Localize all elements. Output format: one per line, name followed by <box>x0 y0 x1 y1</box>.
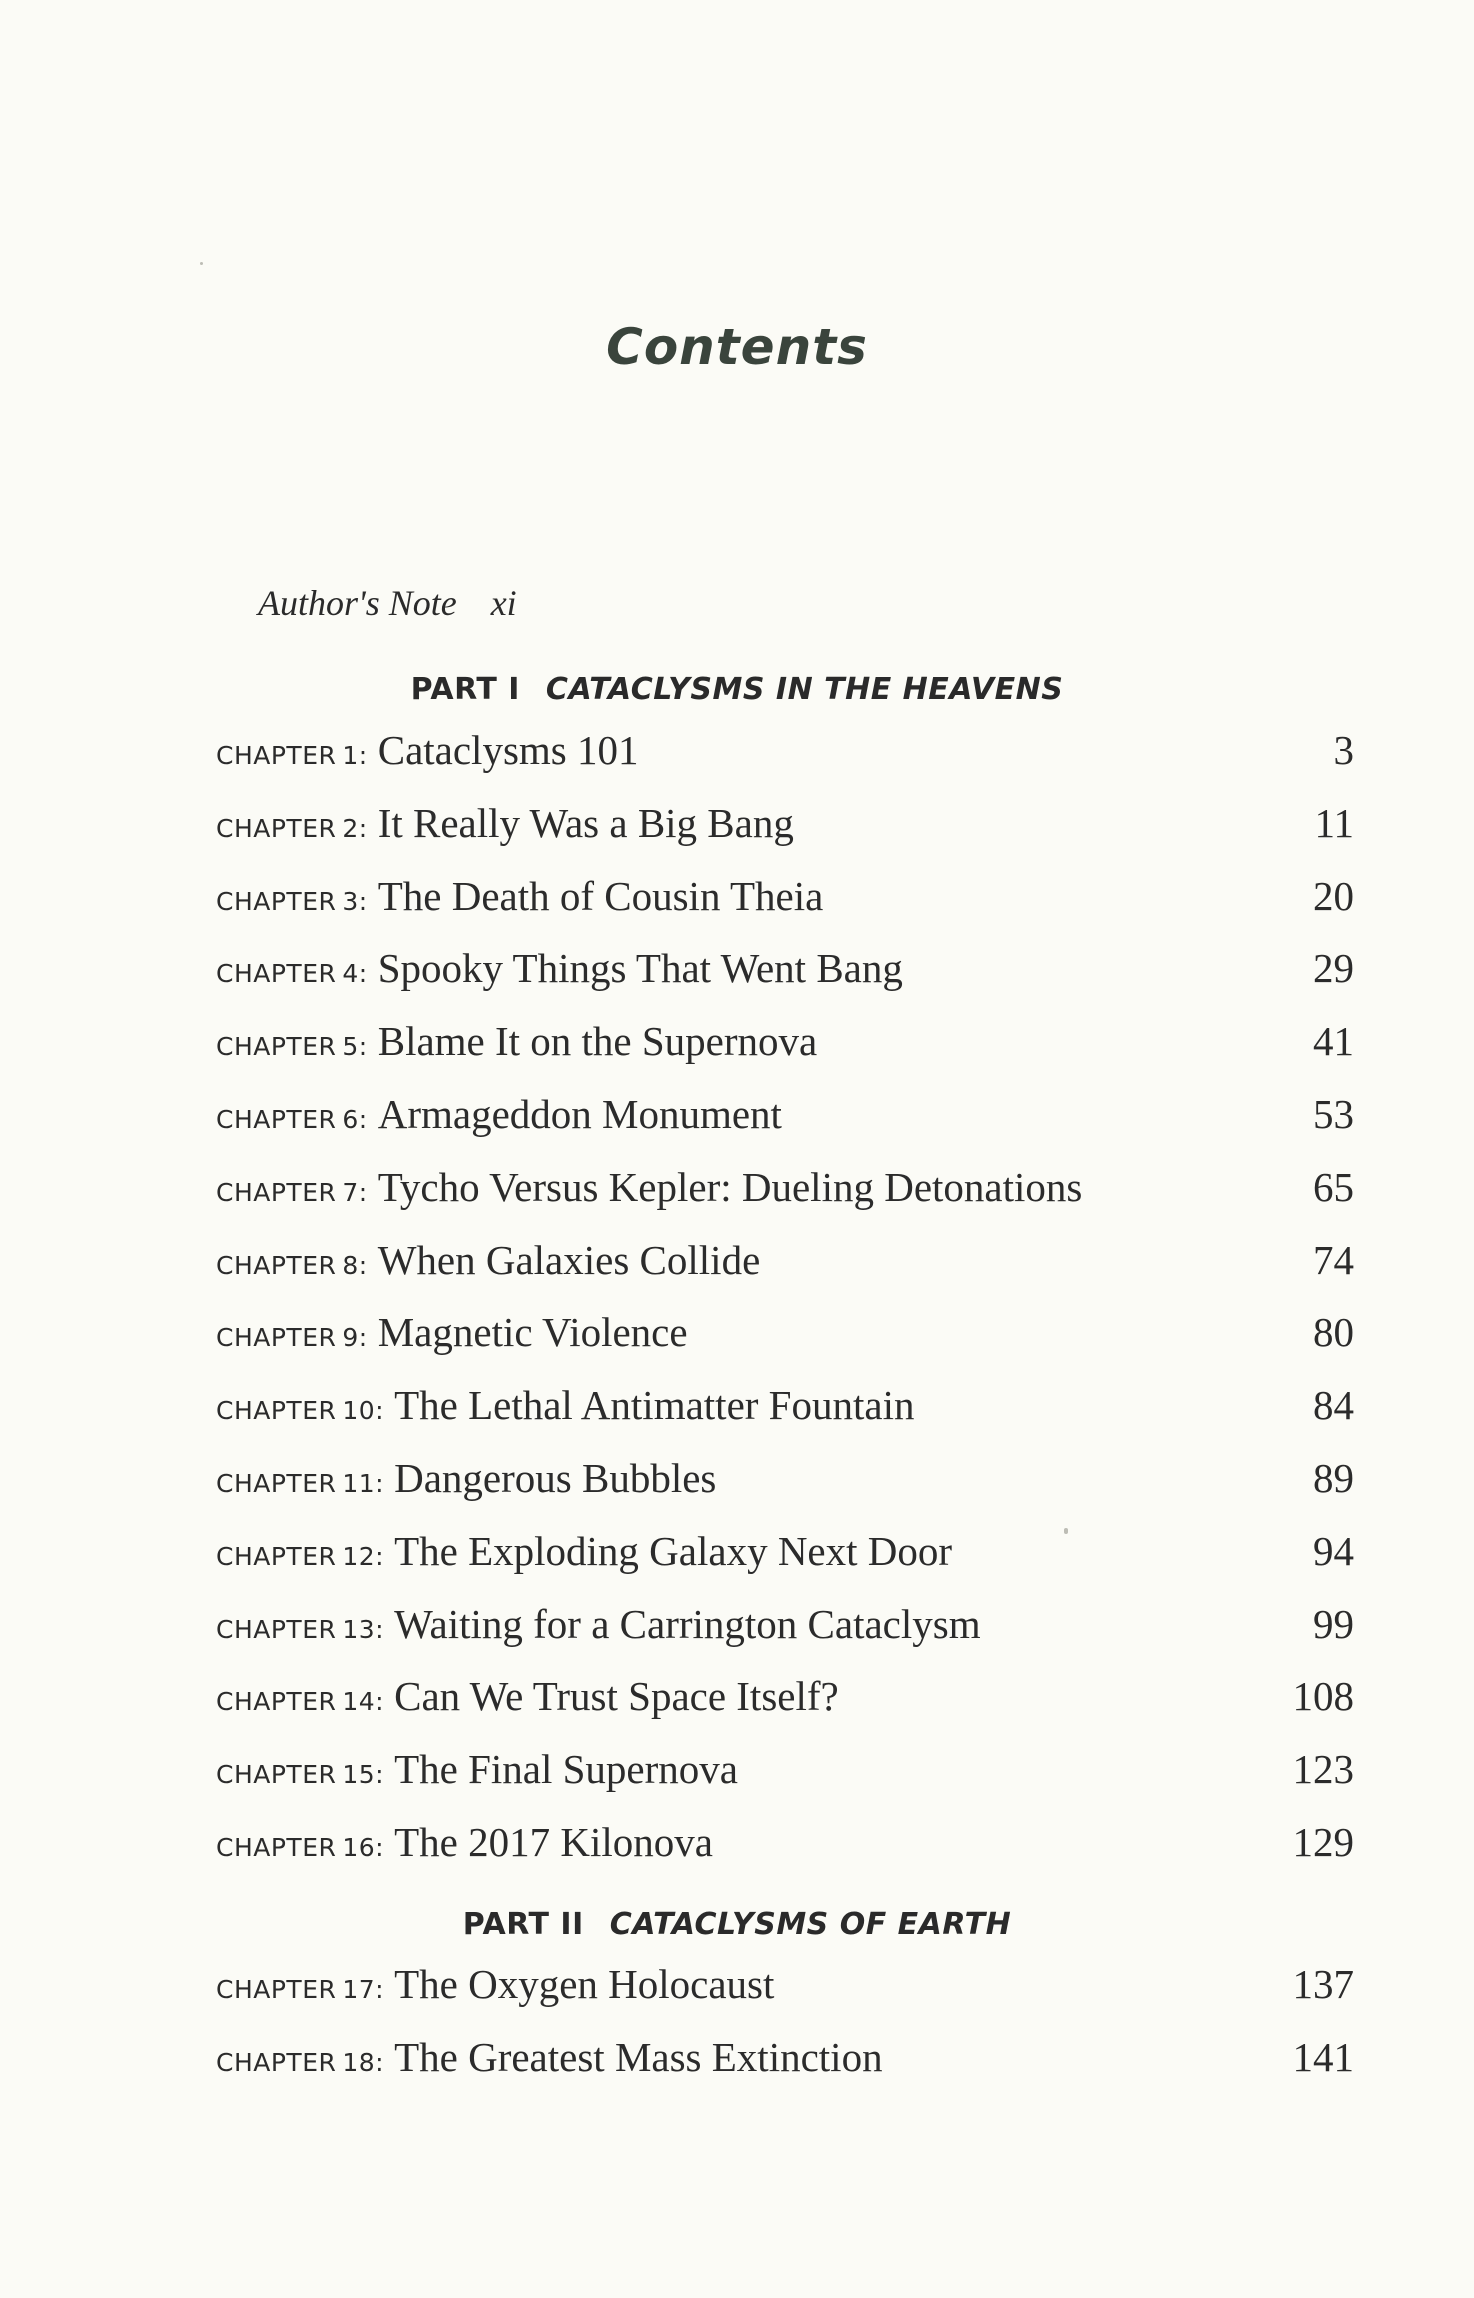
chapter-prefix: CHAPTER <box>216 1975 337 2004</box>
chapter-prefix: CHAPTER <box>216 1250 337 1280</box>
chapter-prefix: CHAPTER <box>216 1323 337 1353</box>
chapter-number <box>216 887 368 916</box>
chapter-title: The Final Supernova <box>394 1746 738 1793</box>
chapter-prefix: CHAPTER <box>216 2047 337 2077</box>
toc-entry <box>216 1381 1354 1454</box>
toc-entry <box>216 1672 1354 1745</box>
chapter-num: 8: <box>342 1250 368 1280</box>
chapter-title: Armageddon Monument <box>377 1090 782 1137</box>
chapter-page-number: 89 <box>1313 1454 1354 1501</box>
chapter-title: Blame It on the Supernova <box>377 1018 818 1065</box>
chapter-num: 17: <box>342 1975 385 2004</box>
chapter-num: 14: <box>342 1687 385 1717</box>
chapter-number <box>216 741 368 770</box>
chapter-page-number: 108 <box>1292 1673 1354 1720</box>
chapter-title: When Galaxies Collide <box>377 1236 761 1283</box>
part-label: PART II <box>462 1907 584 1942</box>
author-note-label: Author's Note <box>258 583 457 623</box>
author-note-entry <box>258 582 517 624</box>
toc-entry <box>216 1236 1354 1309</box>
chapter-prefix: CHAPTER <box>216 1032 337 1062</box>
toc-list-part-1 <box>216 726 1354 1891</box>
chapter-num: 6: <box>342 1104 368 1134</box>
chapter-number <box>216 1615 384 1644</box>
part-title: CATACLYSMS IN THE HEAVENS <box>545 672 1064 707</box>
chapter-prefix: CHAPTER <box>216 1614 337 1644</box>
chapter-number <box>216 959 368 988</box>
chapter-num: 15: <box>342 1760 385 1790</box>
chapter-page-number: 20 <box>1313 872 1354 919</box>
toc-entry <box>216 872 1354 945</box>
chapter-prefix: CHAPTER <box>216 813 337 843</box>
chapter-num: 9: <box>342 1323 368 1353</box>
chapter-number <box>216 2048 384 2077</box>
chapter-prefix: CHAPTER <box>216 741 337 770</box>
chapter-number <box>216 1105 368 1134</box>
chapter-title: The Oxygen Holocaust <box>394 1961 775 2007</box>
toc-entry <box>216 1090 1354 1163</box>
chapter-page-number: 137 <box>1292 1961 1354 2007</box>
chapter-number <box>216 1469 384 1498</box>
chapter-title: Magnetic Violence <box>377 1309 688 1356</box>
chapter-number <box>216 1032 368 1061</box>
chapter-page-number: 53 <box>1313 1090 1354 1137</box>
chapter-num: 5: <box>342 1032 368 1062</box>
part-title: CATACLYSMS OF EARTH <box>609 1907 1012 1942</box>
toc-entry <box>216 1818 1354 1891</box>
chapter-num: 4: <box>342 959 368 989</box>
chapter-num: 1: <box>342 741 368 770</box>
chapter-page-number: 84 <box>1313 1382 1354 1429</box>
toc-entry <box>216 1163 1354 1236</box>
chapter-number <box>216 1687 384 1716</box>
chapter-title: The Death of Cousin Theia <box>377 872 824 919</box>
chapter-page-number: 99 <box>1313 1600 1354 1647</box>
chapter-title: The Exploding Galaxy Next Door <box>394 1527 953 1574</box>
part-heading <box>0 672 1474 707</box>
chapter-num: 10: <box>342 1396 385 1426</box>
chapter-title: The Greatest Mass Extinction <box>394 2033 883 2080</box>
toc-entry <box>216 1600 1354 1673</box>
chapter-page-number: 123 <box>1292 1746 1354 1793</box>
chapter-title: Cataclysms 101 <box>377 727 639 773</box>
chapter-page-number: 141 <box>1292 2033 1354 2080</box>
chapter-num: 13: <box>342 1614 385 1644</box>
toc-entry <box>216 1454 1354 1527</box>
toc-entry <box>216 726 1354 799</box>
chapter-prefix: CHAPTER <box>216 1468 337 1498</box>
chapter-title: Dangerous Bubbles <box>394 1454 717 1501</box>
chapter-prefix: CHAPTER <box>216 1760 337 1790</box>
chapter-title: It Really Was a Big Bang <box>377 799 794 846</box>
chapter-number <box>216 1396 384 1425</box>
paper-speck <box>1064 1528 1068 1534</box>
chapter-prefix: CHAPTER <box>216 1177 337 1207</box>
toc-entry <box>216 1308 1354 1381</box>
chapter-prefix: CHAPTER <box>216 1541 337 1571</box>
part-label: PART I <box>410 672 520 707</box>
chapter-num: 2: <box>342 813 368 843</box>
toc-entry <box>216 1017 1354 1090</box>
chapter-number <box>216 1975 384 2004</box>
chapter-num: 7: <box>342 1177 368 1207</box>
chapter-num: 3: <box>342 886 368 916</box>
chapter-page-number: 94 <box>1313 1527 1354 1574</box>
chapter-title: Waiting for a Carrington Cataclysm <box>394 1600 981 1647</box>
chapter-number <box>216 1760 384 1789</box>
chapter-page-number: 3 <box>1333 727 1354 773</box>
chapter-page-number: 41 <box>1313 1018 1354 1065</box>
chapter-number <box>216 1323 368 1352</box>
chapter-num: 16: <box>342 1832 385 1862</box>
toc-entry <box>216 944 1354 1017</box>
chapter-prefix: CHAPTER <box>216 1396 337 1426</box>
chapter-title: The Lethal Antimatter Fountain <box>394 1382 915 1429</box>
part-heading <box>0 1907 1474 1942</box>
page-title: Contents <box>606 318 868 376</box>
chapter-title: The 2017 Kilonova <box>394 1818 713 1865</box>
chapter-page-number: 80 <box>1313 1309 1354 1356</box>
toc-entry <box>216 1745 1354 1818</box>
chapter-prefix: CHAPTER <box>216 959 337 989</box>
chapter-number <box>216 1833 384 1862</box>
chapter-page-number: 29 <box>1313 945 1354 992</box>
chapter-prefix: CHAPTER <box>216 886 337 916</box>
chapter-title: Can We Trust Space Itself? <box>394 1673 839 1720</box>
author-note-page: xi <box>490 583 517 623</box>
chapter-number <box>216 1251 368 1280</box>
chapter-prefix: CHAPTER <box>216 1104 337 1134</box>
chapter-number <box>216 1178 368 1207</box>
chapter-title: Tycho Versus Kepler: Dueling Detonations <box>377 1163 1083 1210</box>
chapter-page-number: 65 <box>1313 1163 1354 1210</box>
chapter-page-number: 129 <box>1292 1818 1354 1865</box>
toc-list-part-2 <box>216 1960 1354 2106</box>
toc-entry <box>216 799 1354 872</box>
chapter-number <box>216 1542 384 1571</box>
chapter-title: Spooky Things That Went Bang <box>377 945 903 992</box>
toc-entry <box>216 2033 1354 2106</box>
chapter-num: 11: <box>342 1468 385 1498</box>
chapter-prefix: CHAPTER <box>216 1687 337 1717</box>
toc-entry <box>216 1527 1354 1600</box>
chapter-num: 18: <box>342 2047 385 2077</box>
toc-entry <box>216 1960 1354 2033</box>
chapter-page-number: 74 <box>1313 1236 1354 1283</box>
chapter-number <box>216 814 368 843</box>
paper-speck <box>200 262 203 265</box>
chapter-prefix: CHAPTER <box>216 1832 337 1862</box>
chapter-page-number: 11 <box>1314 799 1354 846</box>
chapter-num: 12: <box>342 1541 385 1571</box>
